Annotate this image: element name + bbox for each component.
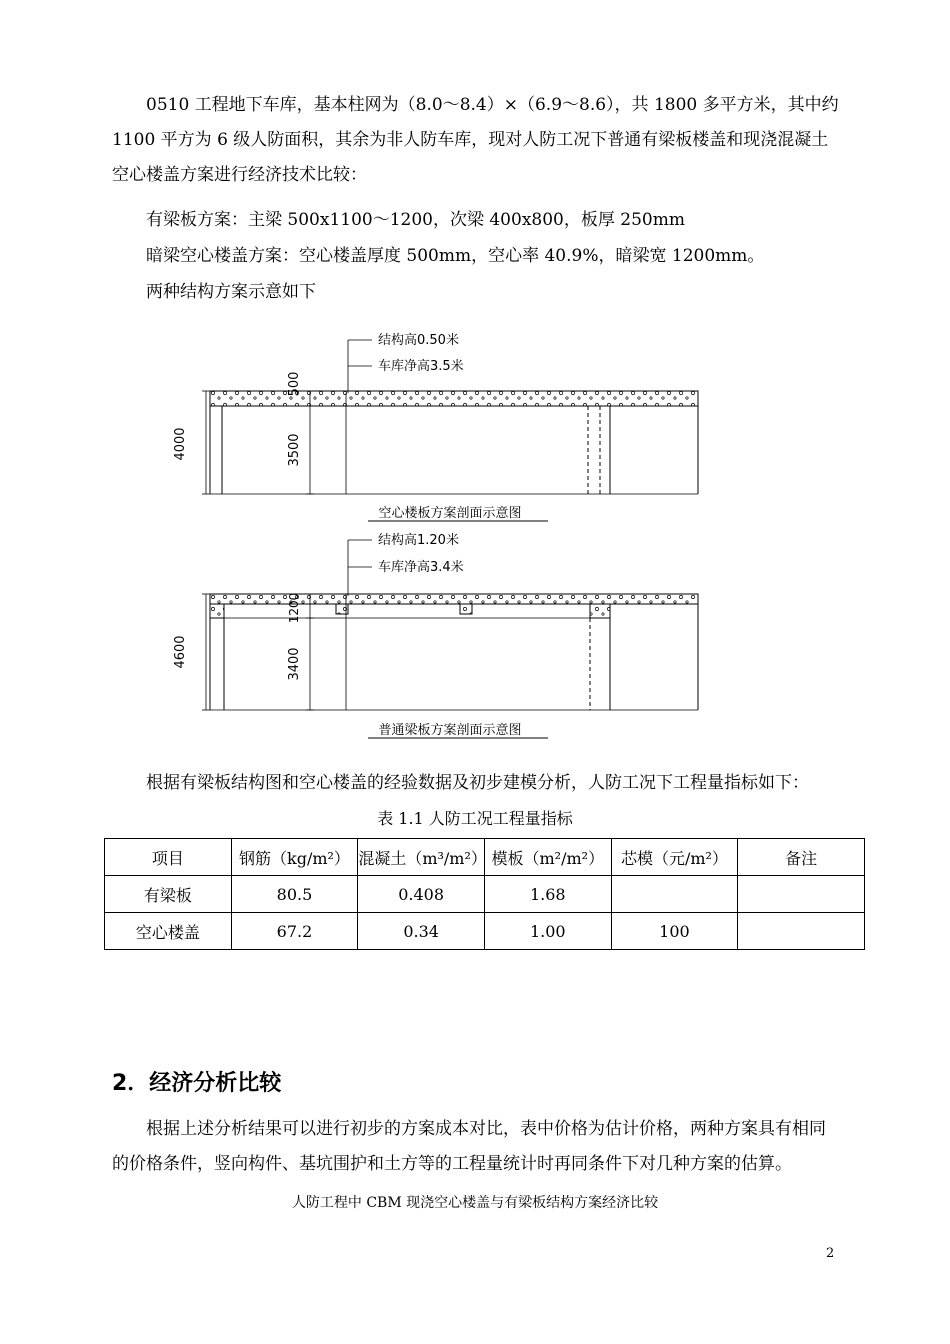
table-cell: 80.5	[231, 876, 358, 913]
section-diagrams	[150, 318, 710, 748]
page-footer: 人防工程中 CBM 现浇空心楼盖与有梁板结构方案经济比较	[291, 1195, 659, 1211]
total-height-dim: 4600	[173, 635, 188, 669]
hollow-slab-scheme-line: 暗梁空心楼盖方案：空心楼盖厚度 500mm，空心率 40.9%，暗梁宽 1200mm。	[146, 246, 765, 266]
diagram-caption: 空心楼板方案剖面示意图	[378, 506, 522, 521]
slab-thickness-dim: 500	[287, 371, 302, 397]
header-cell: 钢筋（kg/m²）	[231, 839, 358, 876]
schemes-intro-line: 两种结构方案示意如下	[146, 282, 316, 302]
structure-height-label: 结构高1.20米	[378, 533, 459, 548]
slab-thickness-dim: 1200	[287, 592, 301, 624]
header-cell: 混凝土（m³/m²）	[358, 839, 485, 876]
table-cell: 100	[611, 913, 738, 950]
clear-height-label: 车库净高3.5米	[378, 359, 464, 374]
table-cell: 0.408	[358, 876, 485, 913]
table-cell: 1.68	[484, 876, 611, 913]
table-caption: 表 1.1 人防工况工程量指标	[377, 809, 573, 828]
table-cell: 空心楼盖	[105, 913, 232, 950]
table-cell: 有梁板	[105, 876, 232, 913]
header-cell: 项目	[105, 839, 232, 876]
table-cell	[738, 913, 865, 950]
beam-slab-scheme-line: 有梁板方案：主梁 500x1100～1200，次梁 400x800，板厚 250mm	[146, 210, 685, 230]
analysis-intro: 根据有梁板结构图和空心楼盖的经验数据及初步建模分析，人防工况下工程量指标如下：	[146, 773, 809, 793]
clear-height-dim: 3500	[287, 433, 302, 467]
section-paragraph: 根据上述分析结果可以进行初步的方案成本对比，表中价格为估计价格，两种方案具有相同的价格条件，竖向构件、基坑围护和土方等的工程量统计时再同条件下对几种方案的估算。	[112, 1119, 826, 1174]
header-cell: 备注	[738, 839, 865, 876]
intro-paragraph: 0510 工程地下车库，基本柱网为（8.0～8.4）×（6.9～8.6），共 1800 多平方米，其中约 1100 平方为 6 级人防面积，其余为非人防车库，现对人防工况下普通有梁板楼盖和现浇混凝土空心楼盖方案进行经济技术比较：	[112, 95, 839, 185]
quantity-table	[104, 838, 865, 950]
table-row	[105, 876, 865, 913]
total-height-dim: 4000	[173, 427, 188, 461]
header-cell: 模板（m²/m²）	[484, 839, 611, 876]
clear-height-label: 车库净高3.4米	[378, 560, 464, 575]
table-cell	[611, 876, 738, 913]
table-cell: 67.2	[231, 913, 358, 950]
table-cell: 1.00	[484, 913, 611, 950]
structure-height-label: 结构高0.50米	[378, 333, 459, 348]
table-cell: 0.34	[358, 913, 485, 950]
section-heading: 2．经济分析比较	[112, 1071, 282, 1096]
clear-height-dim: 3400	[287, 647, 302, 681]
table-row	[105, 913, 865, 950]
beam-slab-section	[173, 532, 698, 738]
diagram-caption: 普通梁板方案剖面示意图	[378, 723, 522, 738]
hollow-slab-section	[173, 332, 698, 521]
table-cell	[738, 876, 865, 913]
table-header-row	[105, 839, 865, 876]
header-cell: 芯模（元/m²）	[611, 839, 738, 876]
page-number: 2	[826, 1246, 835, 1261]
